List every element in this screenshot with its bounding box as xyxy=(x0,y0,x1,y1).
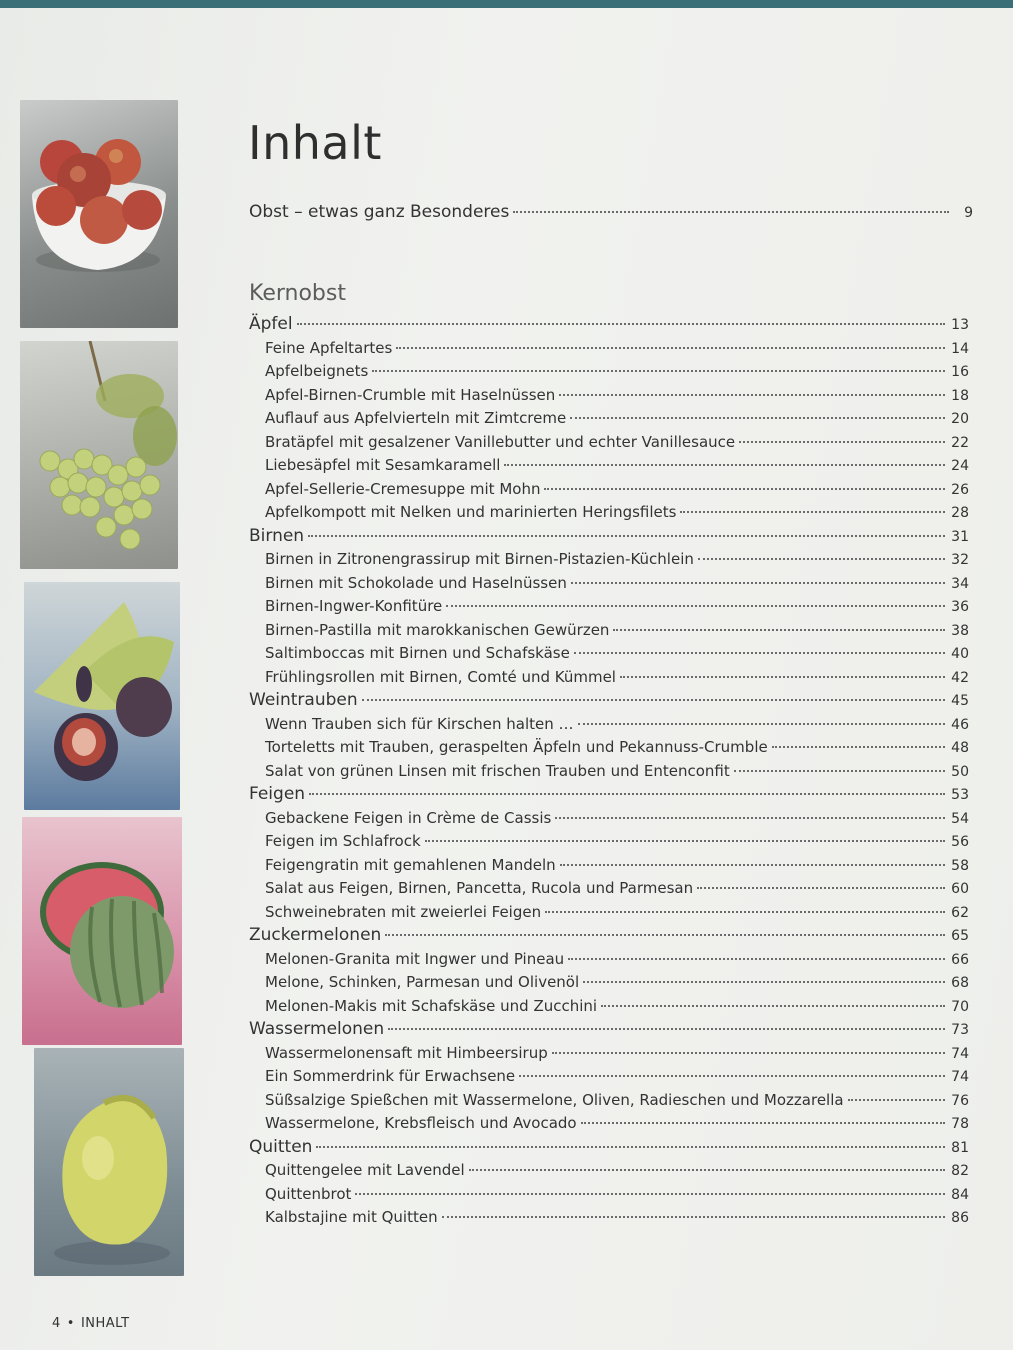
toc-recipe-entry-label: Saltimboccas mit Birnen und Schafskäse xyxy=(265,644,570,662)
toc-recipe-entry-page: 70 xyxy=(951,998,969,1015)
dot-leader xyxy=(559,394,945,396)
dot-leader xyxy=(504,464,945,466)
toc-recipe-entry-label: Kalbstajine mit Quitten xyxy=(265,1208,438,1226)
dot-leader xyxy=(578,723,945,725)
dot-leader xyxy=(425,840,945,842)
toc-recipe-entry-page: 28 xyxy=(951,505,969,521)
toc-recipe-entry-page: 74 xyxy=(951,1069,969,1085)
toc-recipe-entry-page: 18 xyxy=(951,387,969,404)
toc-recipe-entry-label: Melonen-Makis mit Schafskäse und Zucchini xyxy=(265,996,598,1015)
toc-recipe-entry-page: 42 xyxy=(951,669,969,686)
toc-recipe-entry-label: Apfel-Birnen-Crumble mit Haselnüssen xyxy=(265,385,556,404)
toc-recipe-entry-page: 26 xyxy=(951,481,969,498)
toc-fruit-entry-page: 81 xyxy=(951,1139,969,1156)
toc-recipe-entry-label: Birnen mit Schokolade und Haselnüssen xyxy=(265,573,567,592)
toc-recipe-entry-label: Torteletts mit Trauben, geraspelten Äpfeln und Pekannuss-Crumble xyxy=(265,738,768,756)
toc-recipe-entry[interactable] xyxy=(249,854,969,878)
toc-recipe-entry[interactable] xyxy=(249,642,969,666)
toc-recipe-entry[interactable] xyxy=(249,1065,969,1089)
toc-recipe-entry-label: Quittengelee mit Lavendel xyxy=(265,1161,465,1179)
toc-fruit-entry[interactable] xyxy=(249,783,969,807)
toc-fruit-entry-page: 13 xyxy=(951,317,969,333)
toc-recipe-entry-page: 56 xyxy=(951,834,969,850)
toc-recipe-entry-label: Birnen-Ingwer-Konfitüre xyxy=(265,597,443,615)
toc-recipe-entry-page: 14 xyxy=(951,340,969,357)
dot-leader xyxy=(581,1122,945,1124)
dot-leader xyxy=(570,417,945,419)
toc-recipe-entry[interactable] xyxy=(249,431,969,455)
dot-leader xyxy=(848,1099,945,1101)
toc-recipe-entry-page: 38 xyxy=(951,622,969,639)
toc-recipe-entry-label: Auflauf aus Apfelvierteln mit Zimtcreme xyxy=(265,409,567,427)
toc-recipe-entry-label: Salat aus Feigen, Birnen, Pancetta, Rucola und Parmesan xyxy=(265,879,694,897)
toc-recipe-entry[interactable] xyxy=(249,666,969,690)
toc-fruit-entry-label: Quitten xyxy=(249,1136,313,1157)
toc-intro-entry[interactable] xyxy=(249,202,973,222)
toc-recipe-entry-label: Schweinebraten mit zweierlei Feigen xyxy=(265,902,542,921)
footer-label: INHALT xyxy=(80,1316,130,1331)
toc-recipe-entry-label: Wassermelone, Krebsfleisch und Avocado xyxy=(265,1114,577,1132)
dot-leader xyxy=(297,323,945,325)
toc-recipe-entry[interactable] xyxy=(249,760,969,784)
toc-recipe-entry[interactable] xyxy=(249,1159,969,1183)
dot-leader xyxy=(396,347,945,349)
toc-fruit-entry-label: Äpfel xyxy=(249,314,293,334)
dot-leader xyxy=(697,887,945,889)
toc-recipe-entry-label: Bratäpfel mit gesalzener Vanillebutter und echter Vanillesauce xyxy=(265,432,736,451)
toc-recipe-entry-page: 78 xyxy=(951,1116,969,1132)
page-title: Inhalt xyxy=(248,116,382,170)
toc-fruit-entry[interactable] xyxy=(249,525,969,549)
toc-recipe-entry[interactable] xyxy=(249,407,969,431)
toc-recipe-entry-page: 62 xyxy=(951,904,969,921)
dot-leader xyxy=(583,981,945,983)
toc-recipe-entry[interactable] xyxy=(249,360,969,384)
toc-fruit-entry-page: 45 xyxy=(951,693,969,709)
dot-leader xyxy=(446,605,945,607)
toc-recipe-entry[interactable] xyxy=(249,807,969,831)
dot-leader xyxy=(601,1005,945,1007)
toc-fruit-entry[interactable] xyxy=(249,689,969,713)
dot-leader xyxy=(385,934,945,936)
toc-recipe-entry[interactable] xyxy=(249,619,969,643)
dot-leader xyxy=(519,1075,945,1077)
toc-fruit-entry-page: 53 xyxy=(951,787,969,803)
page-footer xyxy=(52,1316,130,1331)
toc-recipe-entry-label: Apfel-Sellerie-Cremesuppe mit Mohn xyxy=(265,479,541,498)
toc-recipe-entry-label: Melone, Schinken, Parmesan und Olivenöl xyxy=(265,973,580,991)
toc-recipe-entry-label: Apfelkompott mit Nelken und marinierten Heringsfilets xyxy=(265,503,677,521)
toc-recipe-entry-label: Apfelbeignets xyxy=(265,362,369,380)
toc-fruit-entry[interactable] xyxy=(249,1018,969,1042)
quince-photo xyxy=(34,1048,184,1276)
toc-recipe-entry[interactable] xyxy=(249,948,969,972)
dot-leader xyxy=(698,558,945,560)
dot-leader xyxy=(560,864,945,866)
toc-recipe-entry[interactable] xyxy=(249,971,969,995)
toc-recipe-entry[interactable] xyxy=(249,384,969,408)
dot-leader xyxy=(620,676,945,678)
toc-recipe-entry-label: Salat von grünen Linsen mit frischen Trauben und Entenconfit xyxy=(265,761,730,780)
toc-recipe-entry-page: 84 xyxy=(951,1186,969,1203)
table-of-contents xyxy=(249,313,969,1230)
toc-recipe-entry-page: 36 xyxy=(951,599,969,615)
toc-recipe-entry-label: Frühlingsrollen mit Birnen, Comté und Kümmel xyxy=(265,667,616,686)
footer-separator: • xyxy=(66,1316,75,1331)
toc-fruit-entry[interactable] xyxy=(249,924,969,948)
dot-leader xyxy=(545,911,945,913)
toc-recipe-entry-page: 32 xyxy=(951,552,969,568)
toc-recipe-entry[interactable] xyxy=(249,901,969,925)
toc-fruit-entry-label: Birnen xyxy=(249,525,305,546)
dot-leader xyxy=(613,629,945,631)
dot-leader xyxy=(388,1028,945,1030)
dot-leader xyxy=(308,535,945,537)
toc-recipe-entry[interactable] xyxy=(249,501,969,525)
toc-fruit-entry-page: 73 xyxy=(951,1022,969,1038)
toc-recipe-entry-page: 46 xyxy=(951,716,969,733)
dot-leader xyxy=(442,1216,945,1218)
dot-leader xyxy=(355,1193,945,1195)
toc-recipe-entry[interactable] xyxy=(249,1089,969,1113)
toc-recipe-entry[interactable] xyxy=(249,1183,969,1207)
book-page xyxy=(0,8,1013,1350)
toc-recipe-entry[interactable] xyxy=(249,595,969,619)
toc-recipe-entry-label: Liebesäpfel mit Sesamkaramell xyxy=(265,456,501,474)
toc-recipe-entry-label: Gebackene Feigen in Crème de Cassis xyxy=(265,808,552,827)
toc-recipe-entry-page: 74 xyxy=(951,1045,969,1062)
dot-leader xyxy=(568,958,945,960)
toc-recipe-entry[interactable] xyxy=(249,1042,969,1066)
toc-recipe-entry-page: 82 xyxy=(951,1163,969,1179)
toc-recipe-entry-label: Feigengratin mit gemahlenen Mandeln xyxy=(265,855,556,874)
toc-recipe-entry[interactable] xyxy=(249,877,969,901)
toc-recipe-entry-label: Ein Sommerdrink für Erwachsene xyxy=(265,1067,516,1085)
toc-fruit-entry-label: Zuckermelonen xyxy=(249,925,382,945)
dot-leader xyxy=(552,1052,945,1054)
dot-leader xyxy=(309,793,945,795)
dot-leader xyxy=(362,699,945,701)
dot-leader xyxy=(734,770,945,772)
dot-leader xyxy=(513,211,949,213)
toc-fruit-entry-label: Wassermelonen xyxy=(249,1019,385,1039)
footer-page-number: 4 xyxy=(52,1316,61,1331)
grapes-photo xyxy=(20,341,178,569)
toc-fruit-entry-page: 31 xyxy=(951,528,969,545)
dot-leader xyxy=(316,1146,945,1148)
toc-recipe-entry[interactable] xyxy=(249,548,969,572)
toc-recipe-entry[interactable] xyxy=(249,736,969,760)
toc-recipe-entry-label: Birnen in Zitronengrassirup mit Birnen-Pistazien-Küchlein xyxy=(265,550,694,568)
toc-recipe-entry[interactable] xyxy=(249,478,969,502)
toc-recipe-entry-label: Quittenbrot xyxy=(265,1184,352,1203)
toc-recipe-entry-page: 86 xyxy=(951,1210,969,1226)
toc-recipe-entry-page: 66 xyxy=(951,951,969,968)
toc-intro-label: Obst – etwas ganz Besonderes xyxy=(249,202,510,222)
toc-recipe-entry[interactable] xyxy=(249,995,969,1019)
toc-fruit-entry[interactable] xyxy=(249,1136,969,1160)
toc-recipe-entry-page: 20 xyxy=(951,411,969,427)
figs-photo xyxy=(24,582,180,810)
toc-fruit-entry[interactable] xyxy=(249,313,969,337)
toc-recipe-entry[interactable] xyxy=(249,713,969,737)
dot-leader xyxy=(571,582,945,584)
toc-recipe-entry-label: Feigen im Schlafrock xyxy=(265,832,421,850)
toc-recipe-entry-label: Wassermelonensaft mit Himbeersirup xyxy=(265,1043,548,1062)
toc-recipe-entry-label: Feine Apfeltartes xyxy=(265,338,393,357)
toc-fruit-entry-label: Weintrauben xyxy=(249,690,358,710)
toc-recipe-entry[interactable] xyxy=(249,572,969,596)
dot-leader xyxy=(544,488,945,490)
dot-leader xyxy=(469,1169,945,1171)
melons-photo xyxy=(22,817,182,1045)
dot-leader xyxy=(372,370,945,372)
toc-recipe-entry-page: 50 xyxy=(951,763,969,780)
dot-leader xyxy=(574,652,945,654)
dot-leader xyxy=(772,746,945,748)
toc-recipe-entry-page: 54 xyxy=(951,810,969,827)
toc-recipe-entry-label: Birnen-Pastilla mit marokkanischen Gewürzen xyxy=(265,620,610,639)
toc-recipe-entry-page: 68 xyxy=(951,975,969,991)
toc-recipe-entry-page: 22 xyxy=(951,434,969,451)
toc-recipe-entry[interactable] xyxy=(249,337,969,361)
toc-recipe-entry[interactable] xyxy=(249,454,969,478)
toc-recipe-entry-page: 24 xyxy=(951,458,969,474)
toc-recipe-entry-page: 58 xyxy=(951,857,969,874)
section-heading: Kernobst xyxy=(249,281,346,306)
toc-recipe-entry-label: Süßsalzige Spießchen mit Wassermelone, Oliven, Radieschen und Mozzarella xyxy=(265,1090,844,1109)
toc-recipe-entry-page: 16 xyxy=(951,364,969,380)
toc-intro-page: 9 xyxy=(964,205,973,221)
dot-leader xyxy=(555,817,945,819)
toc-recipe-entry[interactable] xyxy=(249,1112,969,1136)
toc-recipe-entry-label: Wenn Trauben sich für Kirschen halten … xyxy=(265,714,574,733)
toc-recipe-entry-page: 48 xyxy=(951,740,969,756)
toc-recipe-entry-label: Melonen-Granita mit Ingwer und Pineau xyxy=(265,949,565,968)
dot-leader xyxy=(739,441,945,443)
apples-photo xyxy=(20,100,178,328)
toc-recipe-entry[interactable] xyxy=(249,830,969,854)
toc-recipe-entry-page: 40 xyxy=(951,646,969,662)
toc-fruit-entry-label: Feigen xyxy=(249,784,306,804)
dot-leader xyxy=(680,511,945,513)
toc-recipe-entry-page: 34 xyxy=(951,575,969,592)
toc-recipe-entry[interactable] xyxy=(249,1206,969,1230)
toc-recipe-entry-page: 60 xyxy=(951,881,969,897)
toc-recipe-entry-page: 76 xyxy=(951,1092,969,1109)
toc-fruit-entry-page: 65 xyxy=(951,928,969,944)
